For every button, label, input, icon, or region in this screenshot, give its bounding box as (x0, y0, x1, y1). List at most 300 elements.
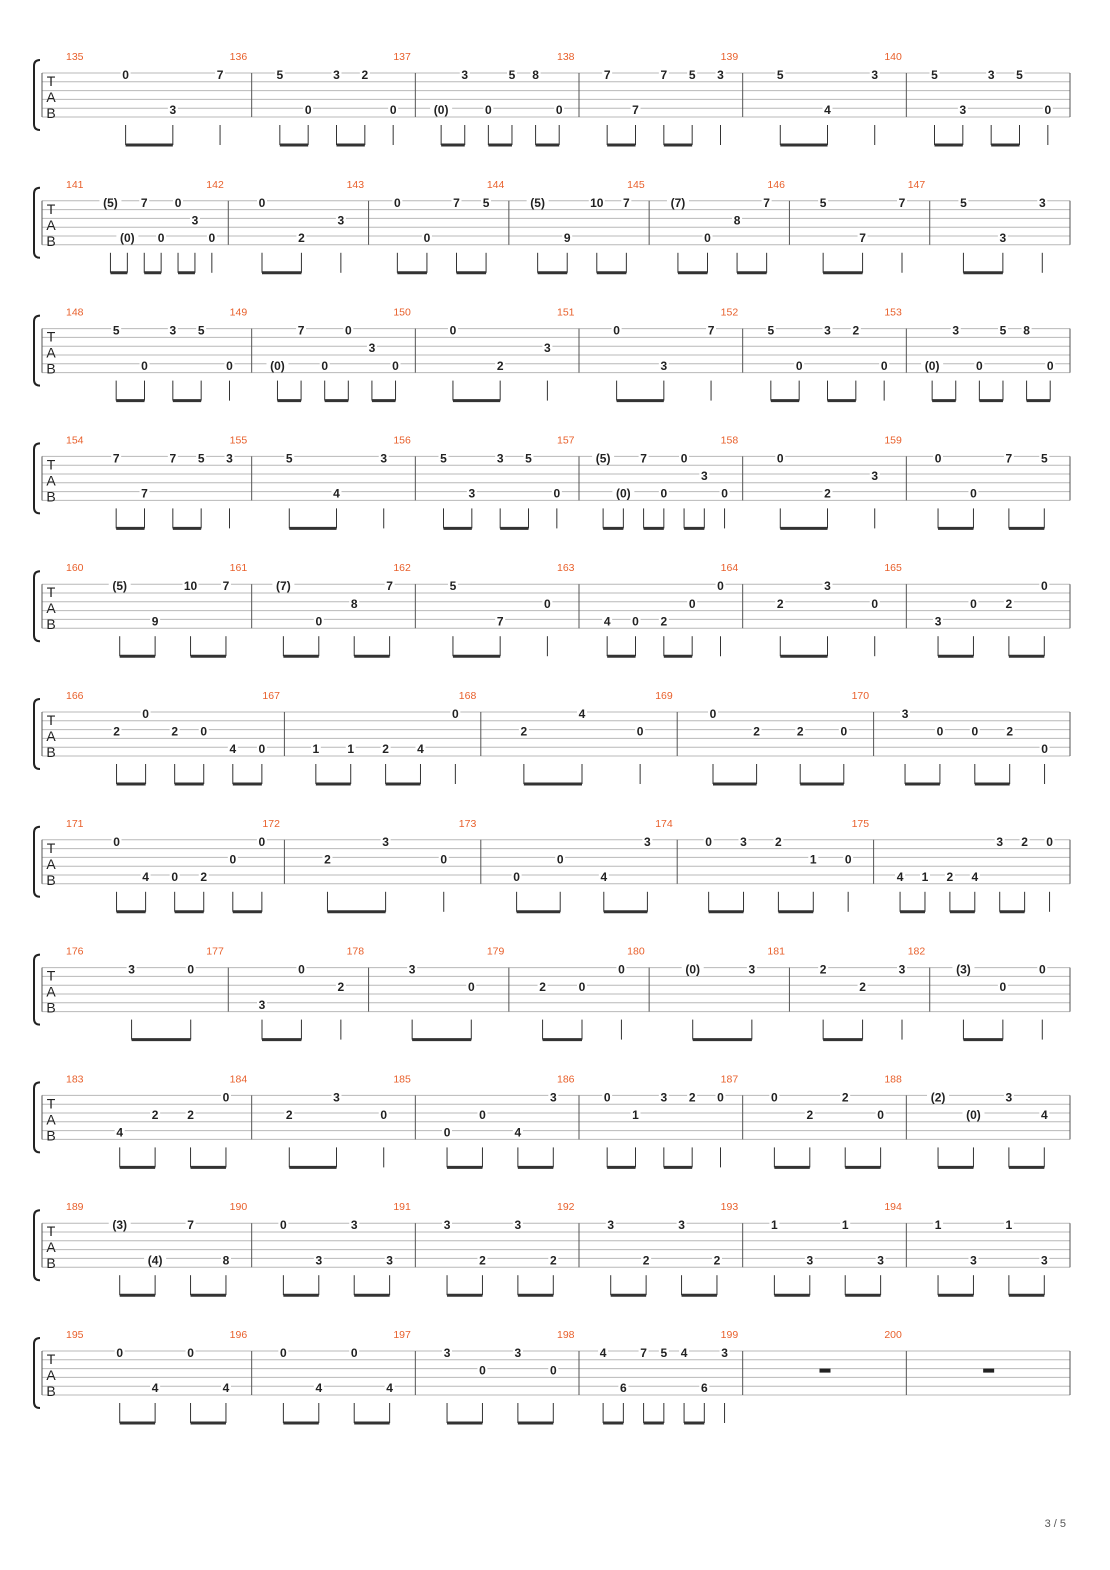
fret-number: 1 (347, 742, 355, 757)
fret-number: 5 (999, 323, 1007, 338)
fret-number: 4 (1040, 1108, 1048, 1122)
system-bracket (34, 443, 40, 513)
fret-number: 0 (976, 358, 983, 373)
fret-number: 0 (258, 742, 266, 757)
fret-number: 0 (449, 323, 457, 338)
measure-number: 154 (66, 434, 84, 447)
fret-number: 0 (705, 834, 712, 849)
fret-number: 0 (380, 1108, 388, 1122)
fret-number: 2 (852, 323, 860, 338)
fret-number: 4 (229, 742, 237, 757)
tab-clef-letter: T (46, 584, 56, 601)
tab-clef-letter: B (46, 999, 56, 1016)
fret-number: 3 (700, 469, 708, 483)
fret-number: 5 (767, 323, 775, 338)
fret-number: 0 (141, 358, 148, 373)
measure-number: 176 (66, 945, 84, 958)
fret-number: 4 (603, 614, 611, 629)
fret-number: 3 (999, 231, 1007, 245)
fret-number: 0 (443, 1125, 451, 1140)
measure-number: 136 (229, 51, 248, 63)
fret-number: 3 (514, 1218, 522, 1233)
tab-clef-letter: T (46, 200, 56, 217)
fret-number: 0 (315, 614, 323, 629)
fret-number: 3 (959, 103, 967, 118)
fret-number: 2 (324, 852, 331, 867)
fret-number: 3 (333, 68, 340, 82)
fret-number: (5) (103, 195, 118, 210)
measure-number: 151 (557, 306, 575, 319)
measure-number: 145 (627, 178, 645, 191)
fret-number: 3 (350, 1218, 358, 1233)
fret-number: 3 (644, 834, 651, 849)
fret-number: 1 (771, 1218, 778, 1233)
tab-clef-letter: B (46, 871, 56, 888)
fret-number: 7 (632, 103, 639, 118)
fret-number: 3 (128, 962, 135, 977)
fret-number: 2 (337, 980, 345, 995)
measure-number: 165 (884, 562, 902, 575)
fret-number: 7 (187, 1218, 194, 1233)
fret-number: 0 (392, 358, 399, 373)
fret-number: 5 (112, 323, 120, 338)
tab-clef-letter: B (46, 232, 56, 249)
tab-clef-letter: A (46, 472, 56, 489)
tab-clef-letter: T (46, 1095, 56, 1112)
fret-number: 5 (960, 195, 967, 210)
fret-number: 4 (116, 1125, 124, 1140)
tab-clef-letter: B (46, 360, 56, 377)
measure-number: 191 (393, 1201, 411, 1214)
fret-number: 2 (806, 1108, 814, 1122)
measure-number: 161 (229, 562, 248, 575)
fret-number: 0 (1041, 742, 1048, 757)
fret-number: 0 (304, 103, 312, 118)
fret-number: (2) (930, 1090, 946, 1105)
tab-clef-letter: A (46, 1239, 56, 1256)
tab-clef-letter: A (46, 600, 56, 617)
fret-number: 3 (871, 68, 879, 82)
fret-number: 0 (556, 852, 564, 867)
fret-number: 7 (140, 195, 148, 210)
fret-number: (3) (956, 962, 971, 977)
fret-number: 0 (122, 68, 129, 82)
fret-number: 3 (721, 1346, 728, 1360)
fret-number: 8 (733, 213, 741, 228)
measure-number: 172 (262, 817, 280, 830)
fret-number: 0 (603, 1090, 611, 1105)
fret-number: 0 (298, 962, 305, 977)
fret-number: 8 (532, 68, 539, 82)
fret-number: 0 (485, 103, 492, 118)
fret-number: 0 (208, 231, 216, 245)
fret-number: 3 (443, 1346, 451, 1360)
measure-number: 153 (884, 306, 902, 319)
fret-number: 4 (599, 1346, 607, 1360)
fret-number: 0 (709, 707, 717, 721)
tab-clef-letter: B (46, 1255, 56, 1272)
fret-number: 1 (934, 1218, 942, 1233)
fret-number: 0 (280, 1218, 287, 1233)
system-bracket (34, 571, 40, 641)
fret-number: 0 (171, 870, 179, 884)
measure-number: 162 (393, 562, 411, 575)
measure-number: 163 (557, 562, 575, 575)
fret-number: 0 (350, 1346, 358, 1360)
fret-number: 3 (607, 1218, 615, 1233)
fret-number: (3) (112, 1218, 128, 1233)
fret-number: 3 (934, 614, 942, 629)
measure-number: 187 (720, 1073, 739, 1086)
measure-number: 143 (346, 178, 365, 191)
tab-clef-letter: B (46, 488, 56, 505)
fret-number: 0 (840, 724, 848, 739)
tab-clef-letter: T (46, 839, 56, 856)
fret-number: 0 (688, 596, 696, 611)
measure-number: 193 (720, 1201, 739, 1214)
fret-number: 7 (707, 323, 715, 338)
fret-number: 3 (468, 486, 476, 501)
tab-clef-letter: A (46, 855, 56, 872)
fret-number: 5 (1016, 68, 1023, 82)
fret-number: 3 (461, 68, 469, 82)
fret-number: 0 (200, 724, 208, 739)
fret-number: 6 (620, 1381, 627, 1396)
tab-clef-letter: T (46, 1223, 56, 1240)
fret-number: 5 (660, 1346, 668, 1360)
fret-number: 2 (1006, 724, 1014, 739)
fret-number: (0) (685, 962, 701, 977)
fret-number: 4 (600, 870, 608, 884)
fret-number: 0 (844, 852, 852, 867)
fret-number: 1 (921, 870, 929, 884)
measure-number: 174 (655, 817, 673, 830)
fret-number: 7 (603, 68, 611, 82)
fret-number: 0 (871, 596, 879, 611)
fret-number: 4 (971, 870, 979, 884)
fret-number: 0 (1040, 579, 1048, 594)
fret-number: 3 (380, 451, 388, 466)
tab-clef-letter: A (46, 1111, 56, 1128)
fret-number: 0 (618, 962, 625, 977)
measure-number: 152 (720, 306, 739, 319)
system-bracket (34, 188, 40, 258)
tab-clef-letter: A (46, 728, 56, 744)
fret-number: 4 (896, 870, 904, 884)
fret-number: 0 (440, 852, 448, 867)
fret-number: 2 (285, 1108, 293, 1122)
fret-number: 8 (1023, 323, 1030, 338)
fret-number: (7) (670, 195, 686, 210)
fret-number: 3 (169, 103, 177, 118)
fret-number: 10 (590, 195, 604, 210)
fret-number: 5 (688, 68, 696, 82)
measure-number: 141 (66, 178, 84, 191)
measure-number: 182 (907, 945, 926, 958)
fret-number: 3 (514, 1346, 522, 1360)
fret-number: 3 (952, 323, 960, 338)
fret-number: 3 (678, 1218, 685, 1233)
system-bracket (34, 1210, 40, 1280)
fret-number: 2 (796, 724, 804, 739)
tab-clef-letter: T (46, 967, 56, 984)
fret-number: 5 (440, 451, 447, 466)
fret-number: 0 (321, 358, 329, 373)
fret-number: 3 (877, 1253, 884, 1268)
fret-number: 2 (776, 596, 784, 611)
fret-number: 2 (859, 980, 866, 995)
fret-number: 10 (183, 579, 198, 594)
fret-number: 0 (389, 103, 397, 118)
measure-number: 196 (229, 1329, 248, 1341)
fret-number: 1 (312, 742, 320, 757)
measure-number: 137 (393, 51, 411, 63)
measure-number: 147 (907, 178, 926, 191)
fret-number: 0 (636, 724, 644, 739)
fret-number: 7 (386, 579, 393, 594)
fret-number: 3 (258, 997, 266, 1012)
fret-number: 0 (771, 1090, 778, 1105)
fret-number: 0 (1038, 962, 1046, 977)
tab-clef-letter: A (46, 1367, 56, 1383)
measure-number: 179 (486, 945, 505, 958)
fret-number: 2 (841, 1090, 849, 1105)
measure-number: 146 (767, 178, 785, 191)
fret-number: 3 (382, 834, 389, 849)
fret-number: 5 (285, 451, 293, 466)
measure-number: 139 (720, 51, 739, 63)
measure-number: 159 (884, 434, 902, 447)
measure-number: 156 (393, 434, 411, 447)
fret-number: 0 (452, 707, 459, 721)
fret-number: 0 (280, 1346, 287, 1360)
fret-number: 0 (970, 596, 977, 611)
fret-number: 0 (936, 724, 944, 739)
fret-number: 3 (717, 68, 724, 82)
fret-number: 3 (226, 451, 233, 466)
fret-number: 4 (514, 1125, 522, 1140)
measure-number: 164 (720, 562, 739, 575)
tab-clef-letter: A (46, 216, 56, 233)
fret-number: 2 (171, 724, 179, 739)
fret-number: 3 (169, 323, 177, 338)
fret-number: 0 (157, 231, 165, 245)
measure-number: 160 (66, 562, 84, 575)
fret-number: (7) (276, 579, 291, 594)
system-bracket (34, 1082, 40, 1152)
fret-number: 2 (200, 870, 208, 884)
fret-number: 7 (216, 68, 224, 82)
tab-clef-letter: T (46, 1351, 56, 1367)
page-number: 3 / 5 (1044, 1518, 1066, 1530)
measure-number: 192 (557, 1201, 575, 1214)
fret-number: 2 (775, 834, 782, 849)
fret-number: 0 (479, 1108, 486, 1122)
fret-number: 0 (704, 231, 711, 245)
tab-clef-letter: T (46, 456, 56, 473)
fret-number: 3 (824, 323, 831, 338)
fret-number: 4 (142, 870, 149, 884)
fret-number: (4) (147, 1253, 163, 1268)
fret-number: 2 (549, 1253, 557, 1268)
fret-number: 2 (496, 358, 504, 373)
fret-number: 4 (386, 1381, 393, 1396)
fret-number: 2 (151, 1108, 159, 1122)
system-bracket (34, 955, 40, 1025)
fret-number: 3 (1005, 1090, 1013, 1105)
fret-number: 0 (423, 231, 431, 245)
fret-number: 4 (680, 1346, 688, 1360)
fret-number: 0 (467, 980, 475, 995)
tab-clef-letter: T (46, 73, 56, 89)
fret-number: 4 (222, 1381, 230, 1396)
system-bracket (34, 827, 40, 897)
fret-number: 7 (640, 1346, 647, 1360)
fret-number: 2 (1021, 834, 1028, 849)
fret-number: 0 (632, 614, 639, 629)
fret-number: 0 (1046, 358, 1054, 373)
fret-number: 7 (763, 195, 770, 210)
fret-number: 5 (482, 195, 490, 210)
fret-number: 4 (151, 1381, 159, 1396)
measure-number: 189 (66, 1201, 84, 1214)
fret-number: 7 (640, 451, 647, 466)
tab-clef-letter: B (46, 744, 56, 760)
fret-number: 3 (748, 962, 756, 977)
fret-number: 3 (496, 451, 504, 466)
fret-number: 0 (934, 451, 942, 466)
measure-number: 177 (206, 945, 224, 958)
measure-number: 186 (557, 1073, 575, 1086)
fret-number: 7 (898, 195, 906, 210)
fret-number: 2 (187, 1108, 194, 1122)
fret-number: 4 (417, 742, 424, 757)
fret-number: 5 (1040, 451, 1048, 466)
fret-number: 2 (713, 1253, 721, 1268)
system-bracket (34, 699, 40, 769)
fret-number: 2 (642, 1253, 650, 1268)
fret-number: 2 (824, 486, 831, 501)
fret-number: 0 (776, 451, 784, 466)
fret-number: 0 (578, 980, 586, 995)
measure-number: 170 (851, 690, 870, 702)
measure-number: 173 (458, 817, 477, 830)
system-bracket (34, 1338, 40, 1408)
fret-number: 0 (613, 323, 620, 338)
fret-number: 0 (187, 1346, 194, 1360)
fret-number: 0 (555, 103, 563, 118)
fret-number: 0 (116, 1346, 124, 1360)
fret-number: 3 (386, 1253, 393, 1268)
fret-number: 0 (187, 962, 195, 977)
fret-number: 7 (1005, 451, 1013, 466)
fret-number: 3 (191, 213, 199, 228)
fret-number: 3 (315, 1253, 323, 1268)
fret-number: 2 (361, 68, 369, 82)
fret-number: 8 (222, 1253, 230, 1268)
fret-number: 5 (197, 451, 205, 466)
fret-number: 0 (971, 724, 979, 739)
measure-number: 183 (66, 1073, 84, 1086)
measure-number: 171 (66, 817, 84, 830)
fret-number: 0 (258, 195, 266, 210)
tab-clef-letter: B (46, 1127, 56, 1144)
fret-number: 2 (520, 724, 528, 739)
fret-number: 2 (382, 742, 389, 757)
fret-number: (0) (433, 103, 449, 118)
measure-number: 199 (720, 1329, 739, 1341)
measure-number: 144 (486, 178, 505, 191)
fret-number: 4 (315, 1381, 323, 1396)
fret-number: 1 (1005, 1218, 1013, 1233)
fret-number: 0 (1044, 103, 1052, 118)
fret-number: 3 (824, 579, 831, 594)
fret-number: 0 (553, 486, 561, 501)
fret-number: 0 (877, 1108, 884, 1122)
fret-number: 3 (871, 469, 879, 483)
fret-number: 0 (721, 486, 728, 501)
fret-number: 0 (258, 834, 266, 849)
fret-number: 7 (623, 195, 630, 210)
measure-number: 188 (884, 1073, 902, 1086)
tab-clef-letter: T (46, 328, 56, 345)
fret-number: 3 (544, 341, 551, 356)
measure-number: 166 (66, 690, 84, 702)
fret-number: 2 (1005, 596, 1013, 611)
fret-number: 5 (931, 68, 938, 82)
tab-clef-letter: B (46, 616, 56, 633)
fret-number: 3 (901, 707, 909, 721)
measure-number: 167 (262, 690, 280, 702)
fret-number: 7 (222, 579, 230, 594)
measure-number: 155 (229, 434, 248, 447)
fret-number: (5) (595, 451, 611, 466)
fret-number: 0 (544, 596, 551, 611)
fret-number: 0 (513, 870, 520, 884)
fret-number: 2 (753, 724, 760, 739)
fret-number: 3 (898, 962, 906, 977)
fret-number: 7 (169, 451, 177, 466)
measure-number: 178 (346, 945, 365, 958)
measure-number: 138 (557, 51, 575, 63)
fret-number: 9 (563, 231, 571, 245)
fret-number: 3 (987, 68, 995, 82)
tab-clef-letter: T (46, 712, 56, 728)
fret-number: 2 (660, 614, 668, 629)
measure-number: 181 (767, 945, 785, 958)
measure-number: 168 (458, 690, 477, 702)
fret-number: 2 (946, 870, 954, 884)
measure-number: 135 (66, 51, 84, 63)
measure-number: 190 (229, 1201, 248, 1214)
fret-number: 5 (508, 68, 516, 82)
fret-number: 0 (229, 852, 237, 867)
fret-number: 0 (660, 486, 668, 501)
fret-number: 0 (970, 486, 977, 501)
fret-number: (0) (270, 358, 285, 373)
fret-number: 2 (479, 1253, 486, 1268)
fret-number: 6 (700, 1381, 708, 1396)
fret-number: 3 (337, 213, 345, 228)
fret-number: 7 (453, 195, 460, 210)
fret-number: (5) (530, 195, 545, 210)
fret-number: 2 (298, 231, 305, 245)
fret-number: 4 (824, 103, 831, 118)
tab-clef-letter: A (46, 89, 56, 105)
fret-number: 5 (776, 68, 784, 82)
whole-rest (983, 1369, 994, 1373)
fret-number: 0 (142, 707, 149, 721)
